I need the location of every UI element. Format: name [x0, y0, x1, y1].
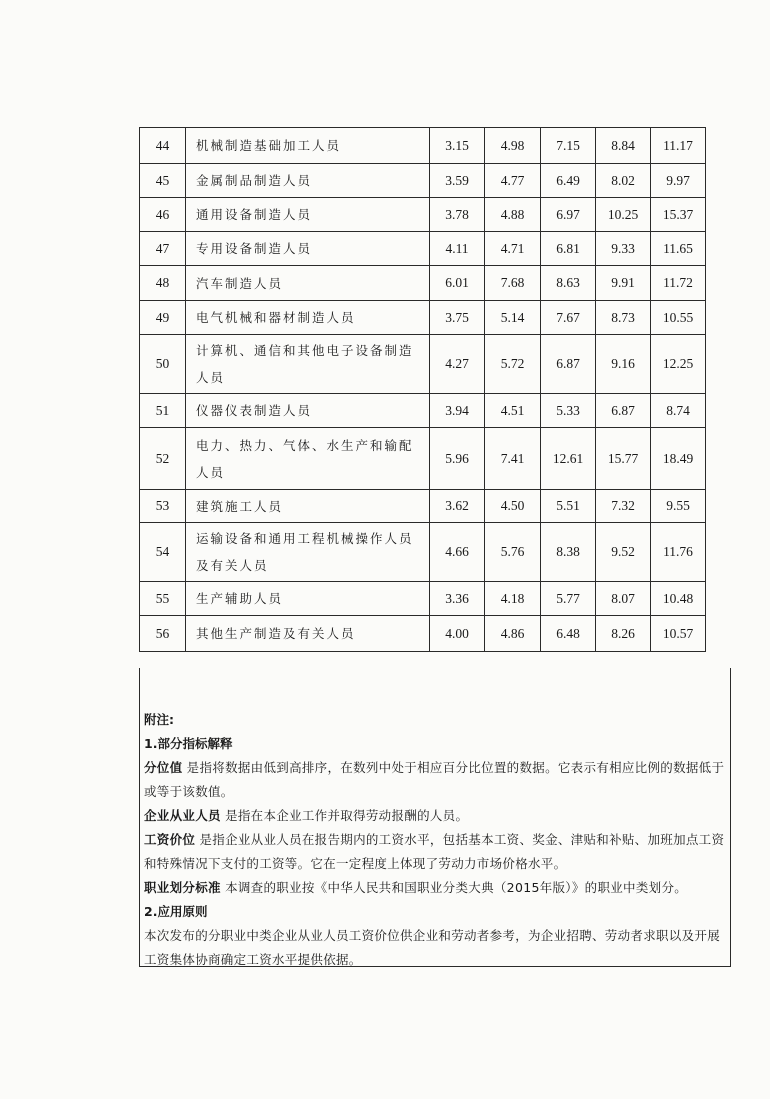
percentile-value: 6.81: [541, 232, 596, 266]
row-number: 48: [140, 266, 186, 301]
percentile-value: 8.73: [596, 301, 651, 335]
row-number: 52: [140, 428, 186, 490]
row-number: 53: [140, 490, 186, 523]
percentile-value: 12.61: [541, 428, 596, 490]
occupation-name: 通用设备制造人员: [186, 198, 430, 232]
occupation-name: 汽车制造人员: [186, 266, 430, 301]
percentile-value: 6.97: [541, 198, 596, 232]
percentile-value: 3.59: [430, 164, 485, 198]
percentile-value: 18.49: [651, 428, 706, 490]
percentile-value: 8.38: [541, 523, 596, 582]
table-row: [140, 301, 706, 335]
row-number: 44: [140, 128, 186, 164]
percentile-value: 3.15: [430, 128, 485, 164]
percentile-value: 10.57: [651, 616, 706, 652]
note-standard: 职业划分标准 本调查的职业按《中华人民共和国职业分类大典（2015年版）》的职业中类划分。: [144, 880, 688, 895]
table-row: [140, 394, 706, 428]
percentile-value: 15.37: [651, 198, 706, 232]
percentile-value: 4.66: [430, 523, 485, 582]
row-number: 56: [140, 616, 186, 652]
percentile-value: 7.68: [485, 266, 541, 301]
notes-section2-heading: 2.应用原则: [144, 904, 208, 919]
percentile-value: 8.74: [651, 394, 706, 428]
percentile-value: 5.72: [485, 335, 541, 394]
occupation-name: 机械制造基础加工人员: [186, 128, 430, 164]
row-number: 46: [140, 198, 186, 232]
table-row: [140, 428, 706, 490]
percentile-value: 9.97: [651, 164, 706, 198]
percentile-value: 12.25: [651, 335, 706, 394]
percentile-value: 9.91: [596, 266, 651, 301]
table-row: [140, 164, 706, 198]
term-employee: 企业从业人员: [144, 808, 221, 823]
table-row: [140, 582, 706, 616]
percentile-value: 8.26: [596, 616, 651, 652]
percentile-value: 4.11: [430, 232, 485, 266]
occupation-name: 电力、热力、气体、水生产和输配人员: [186, 428, 430, 490]
percentile-value: 6.48: [541, 616, 596, 652]
percentile-value: 4.71: [485, 232, 541, 266]
notes-title: 附注:: [144, 712, 174, 727]
percentile-value: 7.32: [596, 490, 651, 523]
percentile-value: 10.48: [651, 582, 706, 616]
percentile-value: 5.96: [430, 428, 485, 490]
table-row: [140, 490, 706, 523]
percentile-value: 5.33: [541, 394, 596, 428]
table-row: [140, 523, 706, 582]
occupation-name: 计算机、通信和其他电子设备制造人员: [186, 335, 430, 394]
row-number: 54: [140, 523, 186, 582]
percentile-value: 15.77: [596, 428, 651, 490]
percentile-value: 4.18: [485, 582, 541, 616]
percentile-value: 7.15: [541, 128, 596, 164]
note-wage: 工资价位 是指企业从业人员在报告期内的工资水平，包括基本工资、奖金、津贴和补贴、加班加点工资和特殊情况下支付的工资等。它在一定程度上体现了劳动力市场价格水平。: [144, 832, 725, 871]
percentile-value: 10.55: [651, 301, 706, 335]
table-row: [140, 616, 706, 652]
row-number: 50: [140, 335, 186, 394]
percentile-value: 5.76: [485, 523, 541, 582]
wage-table: [139, 127, 706, 652]
percentile-value: 5.51: [541, 490, 596, 523]
note-percentile: 分位值 是指将数据由低到高排序，在数列中处于相应百分比位置的数据。它表示有相应比例的数据低于或等于该数值。: [144, 760, 725, 799]
percentile-value: 11.65: [651, 232, 706, 266]
percentile-value: 9.33: [596, 232, 651, 266]
table-row: [140, 335, 706, 394]
percentile-value: 11.72: [651, 266, 706, 301]
row-number: 55: [140, 582, 186, 616]
table-row: [140, 232, 706, 266]
percentile-value: 9.55: [651, 490, 706, 523]
percentile-value: 5.77: [541, 582, 596, 616]
percentile-value: 4.27: [430, 335, 485, 394]
occupation-name: 其他生产制造及有关人员: [186, 616, 430, 652]
percentile-value: 5.14: [485, 301, 541, 335]
row-number: 45: [140, 164, 186, 198]
percentile-value: 9.52: [596, 523, 651, 582]
percentile-value: 11.17: [651, 128, 706, 164]
percentile-value: 3.78: [430, 198, 485, 232]
occupation-name: 金属制品制造人员: [186, 164, 430, 198]
percentile-value: 6.01: [430, 266, 485, 301]
percentile-value: 8.84: [596, 128, 651, 164]
occupation-name: 建筑施工人员: [186, 490, 430, 523]
percentile-value: 7.41: [485, 428, 541, 490]
percentile-value: 10.25: [596, 198, 651, 232]
percentile-value: 6.49: [541, 164, 596, 198]
percentile-value: 4.77: [485, 164, 541, 198]
percentile-value: 7.67: [541, 301, 596, 335]
table-row: [140, 198, 706, 232]
percentile-value: 4.00: [430, 616, 485, 652]
occupation-name: 专用设备制造人员: [186, 232, 430, 266]
table-row: [140, 266, 706, 301]
occupation-name: 运输设备和通用工程机械操作人员及有关人员: [186, 523, 430, 582]
percentile-value: 3.62: [430, 490, 485, 523]
percentile-value: 3.94: [430, 394, 485, 428]
percentile-value: 8.02: [596, 164, 651, 198]
percentile-value: 4.50: [485, 490, 541, 523]
notes-section1-heading: 1.部分指标解释: [144, 736, 233, 751]
notes-section: [139, 668, 731, 967]
percentile-value: 8.07: [596, 582, 651, 616]
note-principle: 本次发布的分职业中类企业从业人员工资价位供企业和劳动者参考，为企业招聘、劳动者求职以及开展工资集体协商确定工资水平提供依据。: [144, 928, 721, 967]
occupation-name: 生产辅助人员: [186, 582, 430, 616]
percentile-value: 11.76: [651, 523, 706, 582]
occupation-name: 仪器仪表制造人员: [186, 394, 430, 428]
percentile-value: 4.51: [485, 394, 541, 428]
table-row: [140, 128, 706, 164]
row-number: 51: [140, 394, 186, 428]
percentile-value: 8.63: [541, 266, 596, 301]
percentile-value: 3.36: [430, 582, 485, 616]
occupation-name: 电气机械和器材制造人员: [186, 301, 430, 335]
percentile-value: 6.87: [596, 394, 651, 428]
percentile-value: 4.86: [485, 616, 541, 652]
percentile-value: 4.88: [485, 198, 541, 232]
term-standard: 职业划分标准: [144, 880, 221, 895]
percentile-value: 3.75: [430, 301, 485, 335]
row-number: 47: [140, 232, 186, 266]
percentile-value: 4.98: [485, 128, 541, 164]
percentile-value: 6.87: [541, 335, 596, 394]
term-wage: 工资价位: [144, 832, 196, 847]
percentile-value: 9.16: [596, 335, 651, 394]
note-employee: 企业从业人员 是指在本企业工作并取得劳动报酬的人员。: [144, 808, 469, 823]
row-number: 49: [140, 301, 186, 335]
term-percentile: 分位值: [144, 760, 183, 775]
